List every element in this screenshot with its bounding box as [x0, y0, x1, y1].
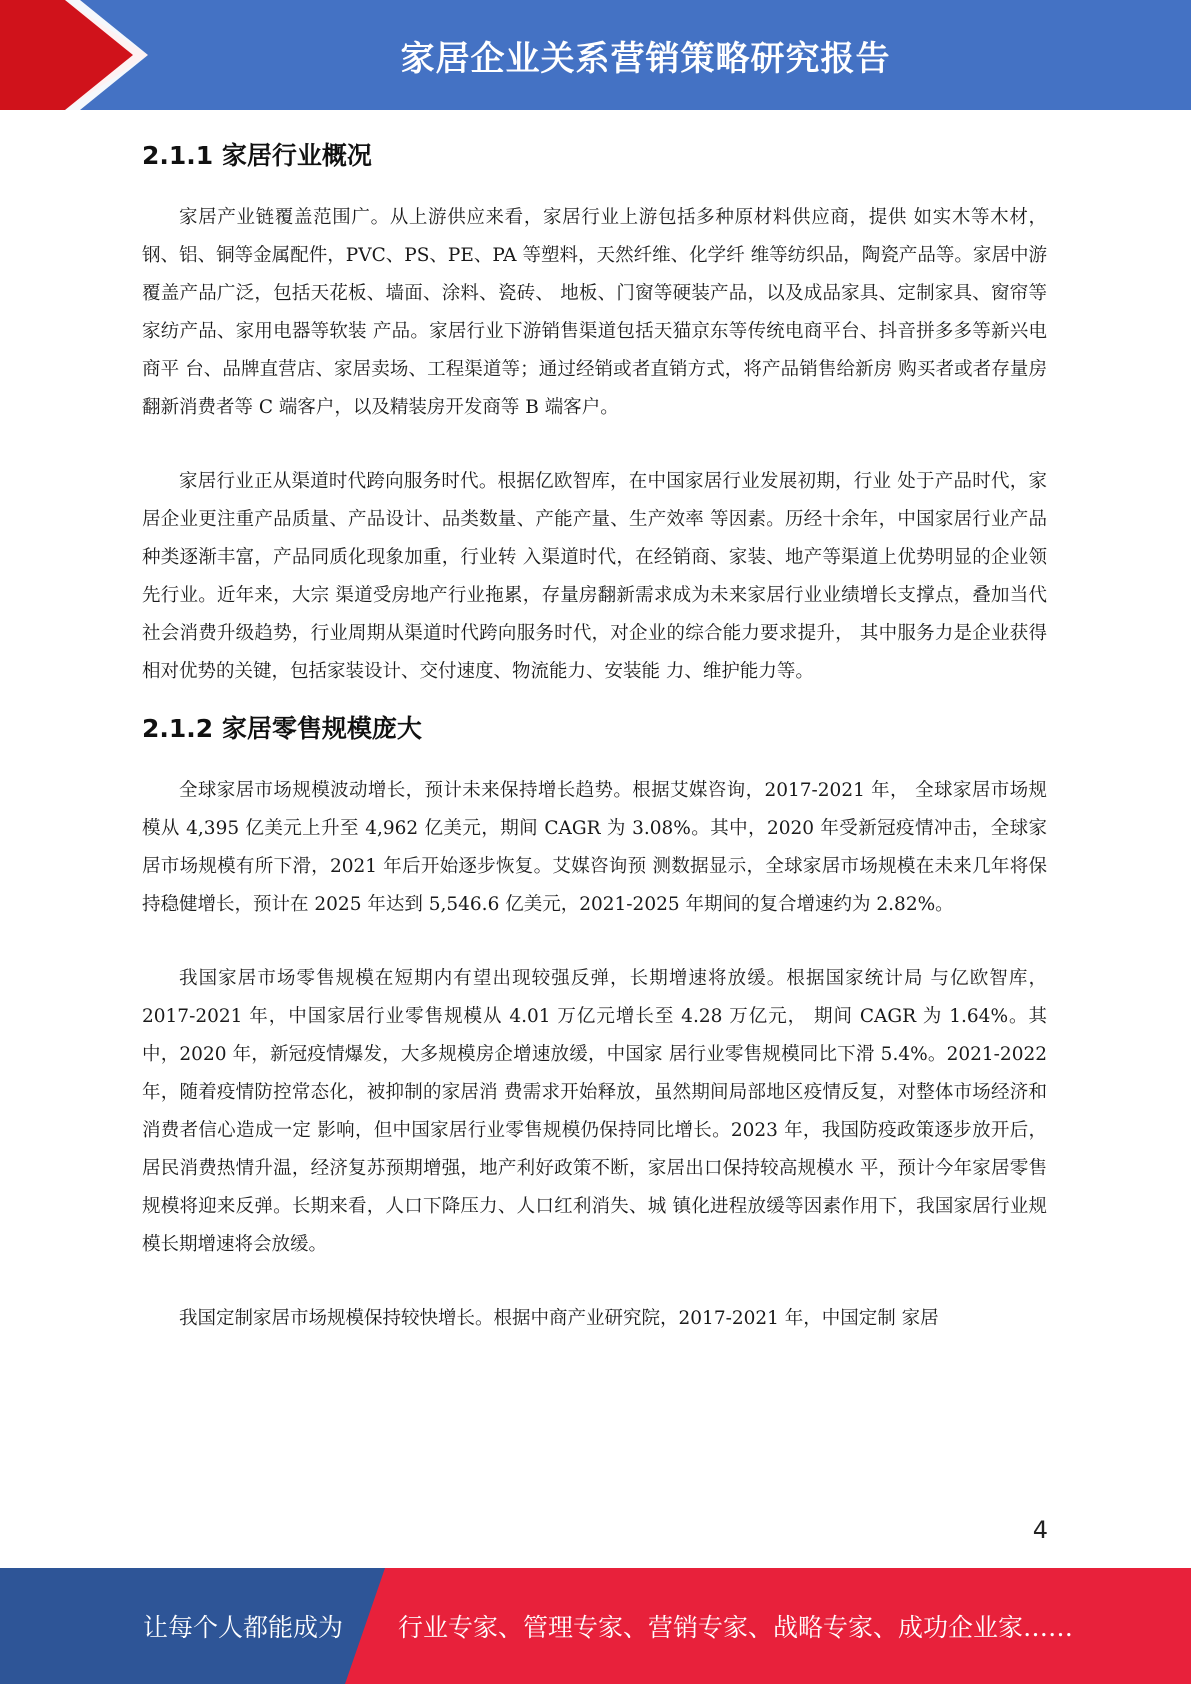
section-heading-2-1-1: 2.1.1 家居行业概况	[142, 141, 372, 170]
footer-slogan-right: 行业专家、管理专家、营销专家、战略专家、成功企业家……	[398, 1613, 1074, 1642]
paragraph: 家居行业正从渠道时代跨向服务时代。根据亿欧智库，在中国家居行业发展初期，行业 处于产品时代，家居企业更注重产品质量、产品设计、品类数量、产能产量、生产效率 等因素。历经十余年，中国家居行业产品种类逐渐丰富，产品同质化现象加重，行业转 入渠道时代，在经销商、家装、地产等渠道上优势明显的企业领先行业。近年来，大宗 渠道受房地产行业拖累，存量房翻新需求成为未来家居行业业绩增长支撑点，叠加当代 社会消费升级趋势，行业周期从渠道时代跨向服务时代，对企业的综合能力要求提升， 其中服务力是企业获得相对优势的关键，包括家装设计、交付速度、物流能力、安装能 力、维护能力等。	[142, 471, 1047, 682]
paragraph: 家居产业链覆盖范围广。从上游供应来看，家居行业上游包括多种原材料供应商，提供 如实木等木材，钢、铝、铜等金属配件，PVC、PS、PE、PA 等塑料，天然纤维、化学纤 维等纺织品，陶瓷产品等。家居中游覆盖产品广泛，包括天花板、墙面、涂料、瓷砖、 地板、门窗等硬装产品，以及成品家具、定制家具、窗帘等家纺产品、家用电器等软装 产品。家居行业下游销售渠道包括天猫京东等传统电商平台、抖音拼多多等新兴电商平 台、品牌直营店、家居卖场、工程渠道等；通过经销或者直销方式，将产品销售给新房 购买者或者存量房翻新消费者等 C 端客户，以及精装房开发商等 B 端客户。	[142, 207, 1047, 418]
section-heading-2-1-2: 2.1.2 家居零售规模庞大	[142, 714, 422, 743]
report-title: 家居企业关系营销策略研究报告	[400, 38, 891, 79]
page-header	[0, 0, 1191, 110]
paragraph: 我国定制家居市场规模保持较快增长。根据中商产业研究院，2017-2021 年，中国定制 家居	[179, 1308, 939, 1329]
paragraph: 我国家居市场零售规模在短期内有望出现较强反弹，长期增速将放缓。根据国家统计局 与亿欧智库，2017-2021 年，中国家居行业零售规模从 4.01 万亿元增长至 4.28 万亿元， 期间 CAGR 为 1.64%。其中，2020 年，新冠疫情爆发，大多规模房企增速放缓，中国家 居行业零售规模同比下滑 5.4%。2021-2022 年，随着疫情防控常态化，被抑制的家居消 费需求开始释放，虽然期间局部地区疫情反复，对整体市场经济和消费者信心造成一定 影响，但中国家居行业零售规模仍保持同比增长。2023 年，我国防疫政策逐步放开后，居民消费热情升温，经济复苏预期增强，地产利好政策不断，家居出口保持较高规模水 平，预计今年家居零售规模将迎来反弹。长期来看，人口下降压力、人口红利消失、城 镇化进程放缓等因素作用下，我国家居行业规模长期增速将会放缓。	[142, 968, 1047, 1255]
footer-slogan-left: 让每个人都能成为	[143, 1613, 344, 1642]
paragraph: 全球家居市场规模波动增长，预计未来保持增长趋势。根据艾媒咨询，2017-2021 年， 全球家居市场规模从 4,395 亿美元上升至 4,962 亿美元，期间 CAGR 为 3.08%。其中，2020 年受新冠疫情冲击，全球家居市场规模有所下滑，2021 年后开始逐步恢复。艾媒咨询预 测数据显示，全球家居市场规模在未来几年将保持稳健增长，预计在 2025 年达到 5,546.6 亿美元，2021-2025 年期间的复合增速约为 2.82%。	[142, 780, 1047, 915]
page-content	[142, 118, 1047, 1338]
page-footer	[0, 1568, 1191, 1684]
page-number: 4	[1032, 1516, 1048, 1544]
